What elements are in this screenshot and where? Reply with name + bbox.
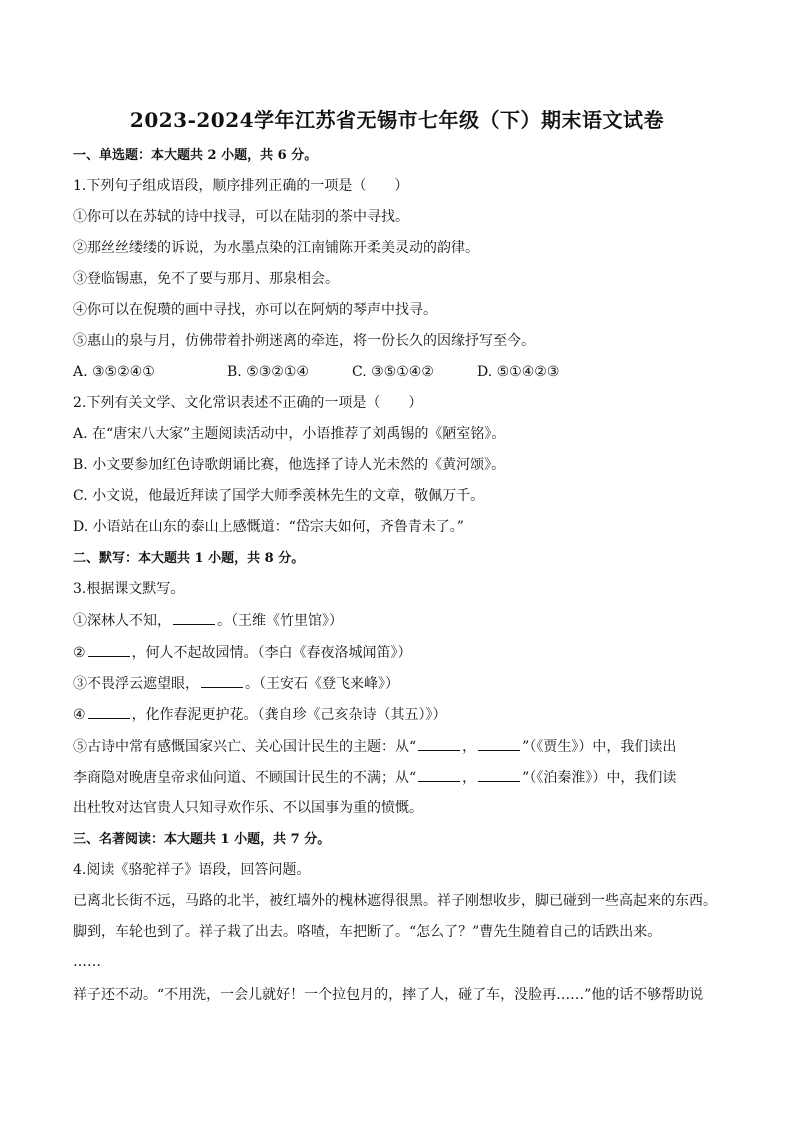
question-1-sentence-2: ②那丝丝缕缕的诉说，为水墨点染的江南铺陈开柔美灵动的韵律。 <box>73 240 479 256</box>
question-2-stem: 2.下列有关文学、文化常识表述不正确的一项是（ ） <box>73 395 423 411</box>
question-2-option-d: D. 小语站在山东的泰山上感慨道：“岱宗夫如何，齐鲁青未了。” <box>73 519 464 535</box>
question-3-line-6-before: 李商隐对晚唐皇帝求仙问道、不顾国计民生的不满；从“ <box>73 770 417 786</box>
section-1-heading: 一、单选题：本大题共 2 小题，共 6 分。 <box>73 148 318 163</box>
answer-blank <box>88 642 130 657</box>
question-1-option-b: B. ⑤③②①④ <box>227 364 309 380</box>
answer-blank <box>201 673 243 688</box>
question-1-sentence-4: ④你可以在倪瓒的画中寻找，亦可以在阿炳的琴声中找寻。 <box>73 302 437 318</box>
question-3-line-5-after: ”（《贾生》）中，我们读出 <box>522 739 677 755</box>
question-1-option-d: D. ⑤①④②③ <box>477 364 560 380</box>
question-3-line-2 <box>73 642 734 663</box>
exam-title: 2023-2024学年江苏省无锡市七年级（下）期末语文试卷 <box>129 108 665 132</box>
question-3-line-4-after: ，化作春泥更护花。（龚自珍《己亥杂诗（其五）》） <box>131 707 447 723</box>
question-3-line-1-after: 。（王维《竹里馆》） <box>217 613 343 629</box>
question-1-options <box>73 362 734 382</box>
answer-blank <box>478 736 520 751</box>
question-4-stem: 4.阅读《骆驼祥子》语段，回答问题。 <box>73 862 311 878</box>
question-3-line-6 <box>73 767 734 788</box>
question-3-line-2-before: ② <box>73 645 86 661</box>
question-3-line-5 <box>73 736 734 757</box>
passage-ellipsis: …… <box>73 954 101 970</box>
question-2-option-b: B. 小文要参加红色诗歌朗诵比赛，他选择了诗人光未然的《黄河颂》。 <box>73 457 506 473</box>
question-3-line-6-comma: ， <box>462 770 477 786</box>
passage-line-3: 祥子还不动。“不用洗，一会儿就好！一个拉包月的，摔了人，碰了车，没脸再……”他的话不够帮助说 <box>73 987 704 1003</box>
question-3-line-3 <box>73 673 734 694</box>
question-3-line-6-after: ”（《泊秦淮》）中，我们读 <box>522 770 677 786</box>
question-1-sentence-3: ③登临锡惠，免不了要与那月、那泉相会。 <box>73 271 339 287</box>
question-3-line-5-comma: ， <box>462 739 477 755</box>
section-2-heading: 二、默写：本大题共 1 小题，共 8 分。 <box>73 551 305 566</box>
question-1-sentence-1: ①你可以在苏轼的诗中找寻，可以在陆羽的茶中寻找。 <box>73 209 409 225</box>
question-1-sentence-5: ⑤惠山的泉与月，仿佛带着扑朔迷离的牵连，将一份长久的因缘抒写至今。 <box>73 333 535 349</box>
answer-blank <box>88 704 130 719</box>
answer-blank <box>478 767 520 782</box>
answer-blank <box>418 767 460 782</box>
question-3-line-1 <box>73 610 734 631</box>
question-3-line-4 <box>73 704 734 725</box>
answer-blank <box>418 736 460 751</box>
section-3-heading: 三、名著阅读：本大题共 1 小题，共 7 分。 <box>73 832 331 847</box>
question-2-option-a: A. 在“唐宋八大家”主题阅读活动中，小语推荐了刘禹锡的《陋室铭》。 <box>73 426 506 442</box>
question-3-line-7: 出杜牧对达官贵人只知寻欢作乐、不以国事为重的愤慨。 <box>73 800 423 816</box>
question-3-line-3-before: ③不畏浮云遮望眼， <box>73 676 199 692</box>
passage-line-1: 已离北长街不远，马路的北半，被红墙外的槐林遮得很黑。祥子刚想收步，脚已碰到一些高起来的东西。 <box>73 893 717 909</box>
passage-line-2: 脚到，车轮也到了。祥子栽了出去。咯喳，车把断了。“怎么了？”曹先生随着自己的话跌出来。 <box>73 924 662 940</box>
question-3-line-5-before: ⑤古诗中常有感慨国家兴亡、关心国计民生的主题：从“ <box>73 739 417 755</box>
question-3-line-2-after: ，何人不起故园情。（李白《春夜洛城闻笛》） <box>131 645 412 661</box>
question-3-stem: 3.根据课文默写。 <box>73 581 185 597</box>
question-1-stem: 1.下列句子组成语段，顺序排列正确的一项是（ ） <box>73 178 409 194</box>
question-1-option-c: C. ③⑤①④② <box>352 364 434 380</box>
question-3-line-4-before: ④ <box>73 707 86 723</box>
question-3-line-1-before: ①深林人不知， <box>73 613 171 629</box>
question-2-option-c: C. 小文说，他最近拜读了国学大师季羡林先生的文章，敬佩万千。 <box>73 488 485 504</box>
question-1-option-a: A. ③⑤②④① <box>73 364 155 380</box>
question-3-line-3-after: 。（王安石《登飞来峰》） <box>245 676 399 692</box>
answer-blank <box>173 610 215 625</box>
